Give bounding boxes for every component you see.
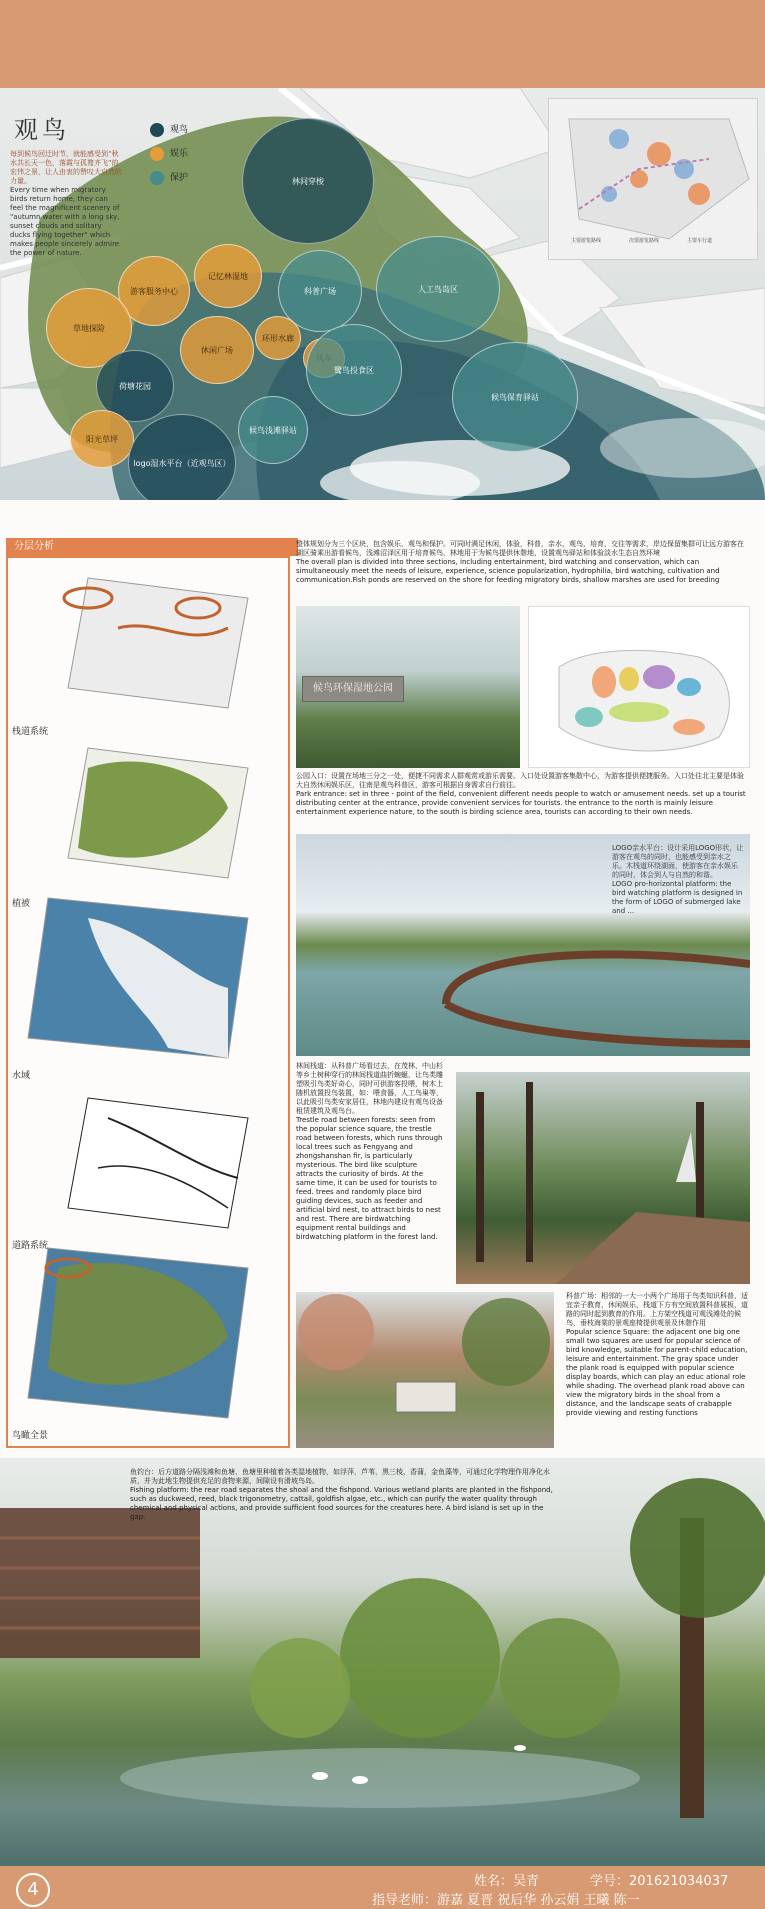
- entrance-diagram: [528, 606, 750, 768]
- logo-platform-photo: [296, 834, 750, 1056]
- entrance-zoning-map: [529, 607, 749, 767]
- minimap-legend-main: 主要游览路线: [571, 238, 602, 244]
- zone-forest-walk: 林间穿梭: [242, 118, 374, 244]
- logo-platform-text: [612, 844, 744, 916]
- logo-platform-zh: LOGO亲水平台：设计采用LOGO形状，让游客在观鸟的同时，也能感受到亲水之乐。木栈道环绕湖面，使游客在亲水娱乐的同时，体会到人与自然的和谐。: [612, 844, 744, 879]
- entrance-en: Park entrance: set in three - point of the field, convenient different needs people to watch or amusement needs. set up a tourist distributing center at the entrance, provide convenient services for tourists. the entrance to the north is mainly leisure entertainment experience nature, to the south is birding science area, tourists can according to their own needs.: [296, 790, 746, 816]
- master-plan: [0, 88, 765, 500]
- student-id: 学号：201621034037: [590, 1874, 729, 1889]
- minimap-legend-road: 主要车行道: [687, 238, 713, 244]
- student-name: 姓名：吴青: [474, 1874, 540, 1889]
- science-render: [296, 1292, 554, 1448]
- minimap-legend-secondary: 次要游览路线: [629, 238, 660, 244]
- trestle-zh: 林间栈道：从科普广场看过去，在茂林，中山杉等乡土树种穿行的林间栈道曲折蜿蜒，让鸟类雕塑吸引鸟类好奇心，同时可供游客投喂，树木上随机放置投鸟装置，如：喂食器，人工鸟巢等，以此吸引鸟类安家居住，林地内建设有观鸟设备租赁建筑及观鸟台。: [296, 1062, 443, 1115]
- legend-item-protection: [150, 166, 230, 190]
- science-en: Popular science Square: the adjacent one big one small two squares are used for popular science of bird knowledge, suitable for parent-child education, leisure and entertainment. The gray space under the plank road is equipped with popular science display boards, which can play an educ ational role while shading. The overhead plank road above can view the migratory birds in the shoal from a distance, and the landscape seats of crabapple provide viewing and resting functions: [566, 1328, 748, 1417]
- layer-label-aerial: 鸟瞰全景: [12, 1431, 49, 1441]
- legend-item-entertainment: [150, 142, 230, 166]
- plan-intro-en: Every time when migratory birds return home, they can feel the magnificent scenery of "autumn water with a long sky, sunset clouds and solitary ducks flying together" which makes people sincerely admire the power of nature.: [10, 186, 120, 257]
- zone-human-island: 人工鸟岛区: [376, 236, 500, 342]
- advisors: 指导老师：游嘉 夏晋 祝后华 孙云娟 王曦 陈一: [372, 1893, 640, 1908]
- plan-title: 观鸟: [14, 116, 70, 144]
- zone-bird-fish: 鹭鸟投食区: [306, 324, 402, 416]
- zone-leisure-square: 休闲广场: [180, 316, 254, 384]
- entrance-zh: 公园入口：设置在场地三分之一处，便捷不同需求人群观赏或游乐需要。入口处设置游客集散中心，为游客提供便捷服务。入口处往北主要是体验大自然休闲娱乐区，往南是观鸟科普区，游客可根据自身需求自行前往。: [296, 772, 744, 789]
- layer-label-roads: 道路系统: [12, 1241, 49, 1251]
- overview-zh: 整体规划分为三个区块，包含娱乐，观鸟和保护。可同时满足休闲，体验，科普，亲水，观鸟，培育，交往等需求，岸边保留集群可让远方游客在湖区骑乘出游看候鸟，浅滩沼泽区用于培育候鸟，林地用于为候鸟提供休憩地，设置观鸟驿站和体验淡水生态自然环境: [296, 540, 744, 557]
- trestle-render: [456, 1072, 750, 1284]
- fishing-platform-render: [0, 1458, 765, 1866]
- fishing-zh: 鱼钓台：后方道路分隔浅滩和鱼塘，鱼塘里种植着各类湿地植物，如浮萍，芦苇，黑三棱，香蒲，金鱼藻等，可通过化学物理作用净化水质，并为此地生物提供充足的食物来源，间隙设有滑坡鸟岛。: [130, 1468, 550, 1485]
- legend-label: 娱乐: [170, 149, 189, 159]
- trestle-en: Trestle road between forests: seen from the popular science square, the trestle road between forests, which runs through local trees such as Fengyang and zhongshanshan fir, is particularly mysterious. The bird like sculpture attracts the curiosity of birds. At the same time, it can be used for tourists to feed. trees and randomly place bird guiding devices, such as feeder and artificial bird nest, to attract birds to nest and rest. There are birdwatching equipment rental buildings and birdwatching platform in the forest land.: [296, 1116, 443, 1241]
- layer-analysis-panel: [6, 556, 290, 1448]
- overview-en: The overall plan is divided into three sections, including entertainment, bird watching and conservation, which can simultaneously meet the needs of leisure, experience, science popularization, hydrophilia, bird watching, cultivation and communication.Fish ponds are reserved on the shore for feeding migratory birds, shallow marshes are used for breeding: [296, 558, 720, 584]
- zone-shallow-station: 候鸟浅滩驿站: [238, 396, 308, 464]
- page-number: 4: [16, 1873, 50, 1907]
- entrance-sign: 候鸟环保湿地公园: [302, 676, 404, 702]
- trestle-text: [296, 1062, 444, 1242]
- minimap-drawing: [549, 99, 757, 259]
- science-square-photo: [296, 1292, 554, 1448]
- logo-platform-en: LOGO pro-horizontal platform: the bird watching platform is designed in the form of LOGO of submerged lake and ...: [612, 880, 743, 915]
- trestle-photo: [456, 1072, 750, 1284]
- legend-swatch: [150, 123, 164, 137]
- fishing-text: [130, 1468, 560, 1522]
- zone-logo-platform: logo湿水平台（近观鸟区）: [128, 414, 236, 500]
- top-color-band: [0, 0, 765, 88]
- zone-bird-nest: 候鸟保育驿站: [452, 342, 578, 452]
- zone-grass-play: 草地探险: [46, 288, 132, 368]
- layer-label-water: 水域: [12, 1071, 31, 1081]
- legend-swatch: [150, 147, 164, 161]
- zone-science-square: 科普广场: [278, 250, 362, 332]
- zone-water-walk: 环形水廊: [255, 316, 301, 360]
- science-text: [566, 1292, 750, 1418]
- entrance-text: [296, 772, 750, 817]
- zone-visitor-center: 游客服务中心: [118, 256, 190, 326]
- section-header: 分层分析: [6, 538, 298, 556]
- overview-text: [296, 540, 750, 585]
- fishing-en: Fishing platform: the rear road separates the shoal and the fishpond. Various wetland plants are planted in the fishpond, such as duckweed, reed, black trigonometry, cattail, goldfish algae, etc., which can purify the water quality through chemical and physical actions, and provide sufficient food sources for the creatures here. A bird island is set up in the gap.: [130, 1486, 553, 1521]
- plan-intro: [10, 150, 122, 258]
- zone-legend: [150, 118, 230, 190]
- site-minimap: [548, 98, 758, 260]
- zone-sunshine: 阳光草坪: [70, 410, 134, 468]
- legend-label: 观鸟: [170, 125, 189, 135]
- plan-intro-zh: 每到候鸟回迁时节，就能感受到“秋水共长天一色，落霞与孤鹜齐飞”的宏伟之景，让人由衷的赞叹大自然的力量。: [10, 150, 122, 185]
- legend-item-birdwatch: [150, 118, 230, 142]
- layer-diagrams: [8, 558, 288, 1446]
- zone-lotus-garden: 荷塘花园: [96, 350, 174, 422]
- layer-label-trestle: 栈道系统: [12, 727, 49, 737]
- zone-memory-square: 记忆林湿地: [194, 244, 262, 308]
- science-zh: 科普广场：相邻的一大一小两个广场用于鸟类知识科普，适宜亲子教育，休闲娱乐，栈道下方有空间放置科普展板，道路的同时起到教育的作用。上方架空栈道可观浅滩处的候鸟，垂枝海棠的景观座椅提供观景及休憩作用: [566, 1292, 748, 1327]
- legend-label: 保护: [170, 173, 189, 183]
- layer-label-vegetation: 植被: [12, 899, 31, 909]
- entrance-photo: [296, 606, 520, 768]
- legend-swatch: [150, 171, 164, 185]
